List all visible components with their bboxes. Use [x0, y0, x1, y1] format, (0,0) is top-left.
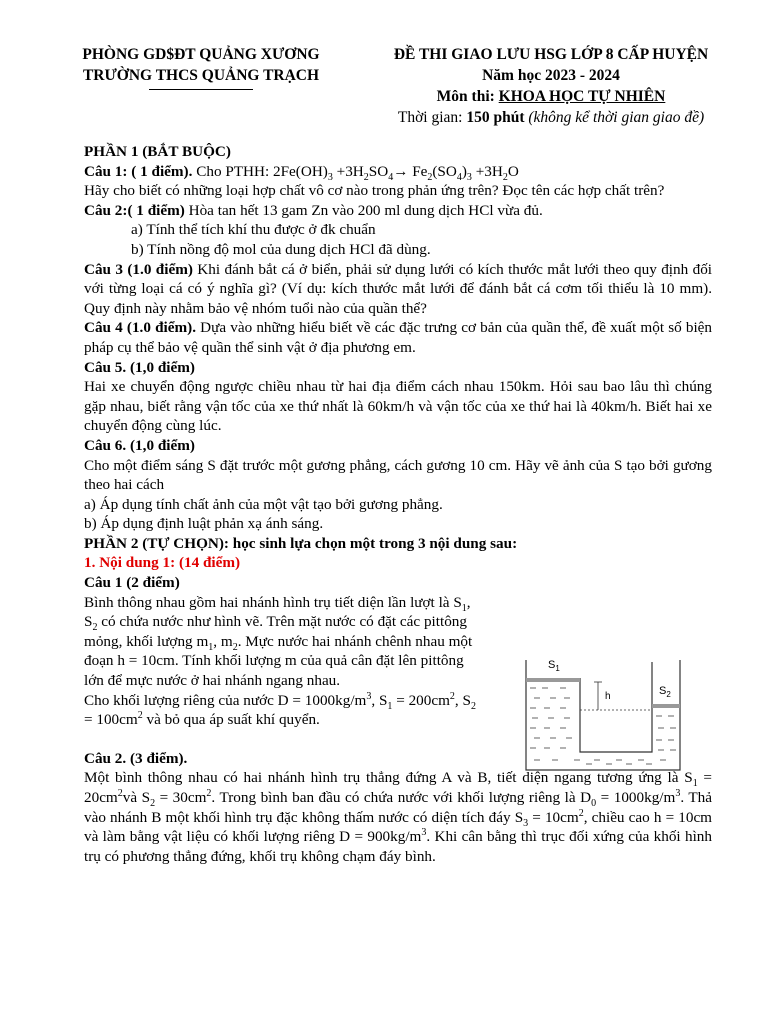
c2-sub: 1 — [692, 778, 698, 790]
c1-heading: Câu 1 (2 điểm) — [84, 574, 180, 592]
header-divider — [149, 89, 253, 90]
label-s2 — [659, 685, 671, 699]
c1-seg: và bỏ qua áp suất khí quyển. — [142, 711, 320, 729]
eq-sub: 4 — [388, 171, 394, 183]
c2-sub: 3 — [523, 817, 529, 829]
c1-sub: 1 — [387, 700, 393, 712]
c1-seg: Bình thông nhau gồm hai nhánh hình trụ tiết diện lần lượt là S — [84, 593, 462, 611]
part2-title: PHẦN 2 (TỰ CHỌN): học sinh lựa chọn một trong 3 nội dung sau: — [84, 534, 518, 552]
c2-seg: . Khi cân bằng thì trục đối xứng của khối hình trụ có phương thẳng đứng, khối trụ không chạm đáy bình. — [84, 828, 712, 865]
c1-sub: 2 — [92, 622, 98, 634]
c1-sub: 2 — [232, 641, 238, 653]
eq-sub: 3 — [466, 171, 472, 183]
c2-sup: 2 — [206, 787, 212, 799]
label-s1 — [548, 659, 560, 673]
subject-label: Môn thi: — [436, 88, 499, 105]
eq-sub: 4 — [456, 171, 462, 183]
question-4-text: Dựa vào những hiểu biết về các đặc trưng cơ bản của quần thể, đề xuất một số biện pháp cụ thể bảo vệ quần thể sinh vật ở địa phương em. — [84, 319, 713, 356]
question-5-text: Hai xe chuyển động ngược chiều nhau từ hai địa điểm cách nhau 150km. Hỏi sau bao lâu thì chúng gặp nhau, biết rằng vận tốc của xe thứ nhất là 60km/h và vận tốc của xe thứ hai là 40km/h. Biết hai xe chuyển động cùng lúc. — [84, 378, 712, 435]
eq-text: +3H — [332, 162, 364, 180]
c1-sub: 1 — [461, 602, 467, 614]
c2-seg: Một bình thông nhau có hai nhánh hình trụ thẳng đứng A và B, tiết diện ngang tương ứng là S — [84, 769, 693, 787]
exam-subject — [356, 86, 746, 107]
eq-text: SO — [368, 162, 389, 180]
c2-seg: , chiều cao h = 10cm và làm bằng vật liệu có khối lượng riêng D = 900kg/m — [84, 808, 712, 846]
question-2 — [84, 201, 712, 221]
c1-seg: = 200cm — [392, 691, 450, 709]
department-name: PHÒNG GD$ĐT QUẢNG XƯƠNG — [82, 46, 320, 63]
question-3-text: Khi đánh bắt cá ở biển, phải sử dụng lưới có kích thước mắt lưới theo quy định đối với từng loại cá có ý nghĩa gì? (Ví dụ: kích thước mắt lưới để đánh bắt cá cơm tối thiểu là 10 mm). Quy định này nhằm bảo vệ nhóm tuổi nào của quần thể? — [84, 260, 713, 317]
c2-seg: = 1000kg/m — [596, 789, 676, 806]
eq-sub: 2 — [363, 171, 369, 183]
piston-1 — [526, 678, 580, 682]
time-note: (không kể thời gian giao đề) — [528, 109, 705, 126]
question-5-heading: Câu 5. (1,0 điểm) — [84, 358, 195, 376]
content-1-title: 1. Nội dung 1: (14 điểm) — [84, 554, 241, 572]
question-3 — [84, 260, 712, 319]
c2-text — [84, 768, 712, 866]
arrow-icon: → — [393, 162, 409, 180]
eq-sub: 3 — [327, 171, 333, 183]
question-1-heading: Câu 1: ( 1 điểm). — [84, 162, 193, 180]
label-s2-sub: 2 — [666, 690, 671, 699]
eq-text: ) — [461, 162, 467, 180]
vessel-outline — [526, 660, 680, 770]
question-6-b: b) Áp dụng định luật phản xạ ánh sáng. — [84, 515, 324, 533]
c1-seg: . Mực nước hai nhánh chênh nhau một đoạn h = 10cm. Tính khối lượng m của quả cân đặt lên pittông lớn để mực nước ở hai nhánh ngang nhau. — [84, 632, 473, 690]
eq-text: Fe — [408, 162, 428, 180]
vessel-inner-wall — [580, 662, 652, 752]
c1-sup: 3 — [366, 690, 372, 702]
label-s1-sub: 1 — [555, 664, 560, 673]
c1-sup: 2 — [449, 690, 455, 702]
c1-body — [84, 593, 484, 730]
eq-text: (SO — [432, 162, 457, 180]
question-2-a: a) Tính thể tích khí thu được ở đk chuẩn — [131, 221, 376, 239]
c2-seg: . Thả vào nhánh B một khối hình trụ đặc không thấm nước có diện tích đáy S — [84, 789, 712, 826]
c2-seg: = 20cm — [84, 769, 712, 806]
question-2-b: b) Tính nồng độ mol của dung dịch HCl đã dùng. — [131, 240, 431, 258]
question-1-text: Hãy cho biết có những loại hợp chất vô cơ nào trong phản ứng trên? Đọc tên các hợp chất trên? — [84, 182, 665, 200]
c1-text — [84, 593, 484, 691]
c1-seg: Cho khối lượng riêng của nước D = 1000kg/m — [84, 691, 367, 709]
vessel-outer-wall — [526, 660, 680, 770]
c2-sup: 3 — [421, 827, 427, 839]
question-6-text: Cho một điểm sáng S đặt trước một gương phẳng, cách gương 10 cm. Hãy vẽ ảnh của S tạo bởi gương theo hai cách — [84, 456, 712, 494]
eq-text: O — [507, 162, 519, 180]
part1-title: PHẦN 1 (BẮT BUỘC) — [84, 143, 231, 160]
eq-sub: 2 — [427, 171, 433, 183]
label-s1-letter: S — [548, 659, 556, 671]
c1-data — [84, 691, 484, 730]
c2-sup: 2 — [117, 787, 123, 799]
question-6-a: a) Áp dụng tính chất ảnh của một vật tạo bởi gương phẳng. — [84, 495, 443, 513]
exam-header — [356, 44, 746, 128]
eq-text: Cho PTHH: 2Fe(OH) — [192, 162, 328, 180]
exam-title: ĐỀ THI GIAO LƯU HSG LỚP 8 CẤP HUYỆN — [393, 46, 709, 63]
c1-seg: có chứa nước như hình vẽ. Trên mặt nước có đặt các pittông mỏng, khối lượng m — [84, 613, 467, 650]
c1-sub: 2 — [470, 700, 476, 712]
c1-seg: , m — [213, 632, 233, 650]
school-name: TRƯỜNG THCS QUẢNG TRẠCH — [82, 67, 320, 84]
time-value: 150 phút — [466, 109, 525, 126]
question-4 — [84, 318, 712, 357]
question-6-heading: Câu 6. (1,0 điểm) — [84, 436, 195, 454]
question-3-heading: Câu 3 (1.0 điểm) — [84, 260, 193, 278]
question-4-heading: Câu 4 (1.0 điểm). — [84, 319, 197, 337]
school-year: Năm học 2023 - 2024 — [482, 67, 620, 84]
c1-seg: , S — [371, 691, 388, 709]
time-label: Thời gian: — [397, 109, 467, 126]
c2-seg: = 30cm — [155, 789, 207, 806]
c1-sup: 2 — [137, 710, 143, 722]
c2-sup: 2 — [578, 807, 584, 819]
subject-value: KHOA HỌC TỰ NHIÊN — [498, 88, 666, 105]
c1-seg: , S — [454, 691, 471, 709]
c2-seg: = 10cm — [528, 808, 579, 826]
c2-seg: và S — [122, 789, 151, 806]
school-header — [36, 44, 366, 90]
c2-sup: 3 — [675, 787, 681, 799]
c2-sub: 2 — [150, 798, 156, 810]
c1-sub: 1 — [208, 641, 214, 653]
c2-seg: . Trong bình ban đầu có chứa nước với khối lượng riêng là D — [211, 789, 592, 806]
label-s2-letter: S — [659, 685, 667, 697]
c1-seg: = 100cm — [84, 711, 138, 729]
communicating-vessels-diagram — [522, 654, 686, 774]
exam-time — [356, 107, 746, 128]
eq-sub: 2 — [502, 171, 508, 183]
label-h: h — [605, 691, 611, 702]
piston-2 — [652, 704, 680, 708]
question-1-equation — [84, 162, 712, 182]
c2-heading: Câu 2. (3 điểm). — [84, 749, 188, 767]
question-2-heading: Câu 2:( 1 điểm) — [84, 201, 185, 219]
c2-sub: 0 — [591, 798, 597, 810]
eq-text: +3H — [471, 162, 503, 180]
question-2-text: Hòa tan hết 13 gam Zn vào 200 ml dung dịch HCl vừa đủ. — [184, 201, 543, 219]
c1-seg: , S — [84, 593, 471, 631]
